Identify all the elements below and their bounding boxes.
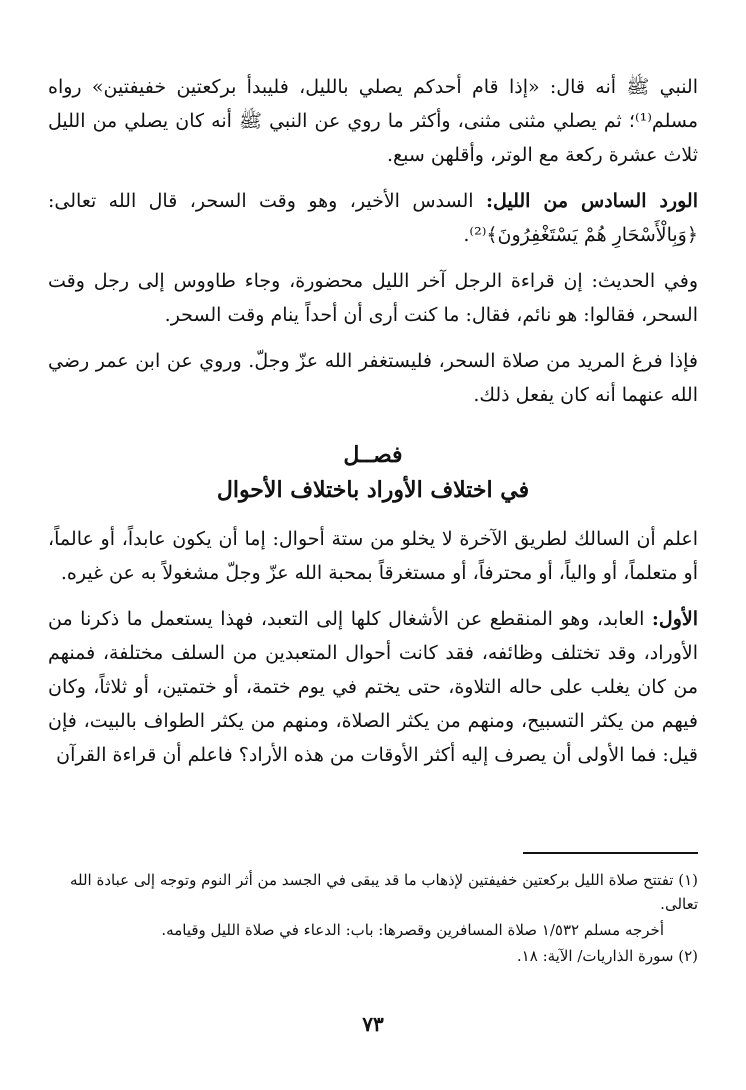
paragraph-hadith-tawus [48, 264, 698, 332]
paragraph-text: اعلم أن السالك لطريق الآخرة لا يخلو من ستة أحوال: إما أن يكون عابداً، أو عالماً، أو متعلماً، أو والياً، أو محترفاً، أو مستغرقاً بمحبة الله عزّ وجلّ مشغولاً به عن غيره. [48, 528, 698, 584]
paragraph-text: النبي ﷺ أنه قال: «إذا قام أحدكم يصلي بالليل، فليبدأ بركعتين خفيفتين» رواه مسلم⁽¹⁾؛ ثم يصلي مثنى مثنى، وأكثر ما روي عن النبي ﷺ أنه كان يصلي من الليل ثلاث عشرة ركعة مع الوتر، وأقلهن سبع. [48, 76, 698, 166]
paragraph-sixth-wird [48, 184, 698, 252]
paragraph-text: السدس الأخير، وهو وقت السحر، قال الله تعالى: ﴿وَبِالْأَسْحَارِ هُمْ يَسْتَغْفِرُونَ﴾⁽²⁾. [48, 190, 698, 246]
footnote-1: (١) تفتتح صلاة الليل بركعتين خفيفتين لإذهاب ما قد يبقى في الجسد من أثر النوم وتوجه إلى عبادة الله تعالى. [69, 871, 698, 913]
section-subheading: في اختلاف الأوراد باختلاف الأحوال [216, 477, 530, 503]
paragraph-text: وفي الحديث: إن قراءة الرجل آخر الليل محضورة، وجاء طاووس إلى رجل وقت السحر، فقالوا: هو نائم، فقال: ما كنت أرى أن أحداً ينام وقت السحر. [48, 270, 698, 326]
page-number: ٧٣ [362, 1012, 384, 1036]
paragraph-six-states [48, 522, 698, 590]
paragraph-prophet-hadith [48, 70, 698, 172]
footnote-divider [523, 852, 698, 854]
footnotes [48, 868, 698, 970]
paragraph-text: فإذا فرغ المريد من صلاة السحر، فليستغفر الله عزّ وجلّ. وروي عن ابن عمر رضي الله عنهما أنه كان يفعل ذلك. [48, 350, 698, 406]
paragraph-istighfar [48, 344, 698, 412]
footnote-2: (٢) سورة الذاريات/ الآية: ١٨. [516, 947, 698, 965]
section-heading-block [48, 438, 698, 508]
footnote-1-source: أخرجه مسلم ١/٥٣٢ صلاة المسافرين وقصرها: باب: الدعاء في صلاة الليل وقيامه. [161, 921, 664, 939]
paragraph-lead: الورد السادس من الليل: [485, 190, 698, 212]
paragraph-lead: الأول: [651, 608, 698, 630]
section-heading: فصــل [343, 442, 403, 468]
paragraph-text: العابد، وهو المنقطع عن الأشغال كلها إلى التعبد، فهذا يستعمل ما ذكرنا من الأوراد، وقد تختلف وظائفه، فقد كانت أحوال المتعبدين من السلف مختلفة، فمنهم من كان يغلب على حاله التلاوة، حتى يختم في يوم ختمة، أو ختمتين، أو ثلاثاً، وكان فيهم من يكثر التسبيح، ومنهم من يكثر الصلاة، ومنهم من يكثر الطواف بالبيت، فإن قيل: فما الأولى أن يصرف إليه أكثر الأوقات من هذه الأراد؟ فاعلم أن قراءة القرآن [48, 608, 698, 766]
page-body [48, 70, 698, 784]
paragraph-first-worshipper [48, 602, 698, 772]
